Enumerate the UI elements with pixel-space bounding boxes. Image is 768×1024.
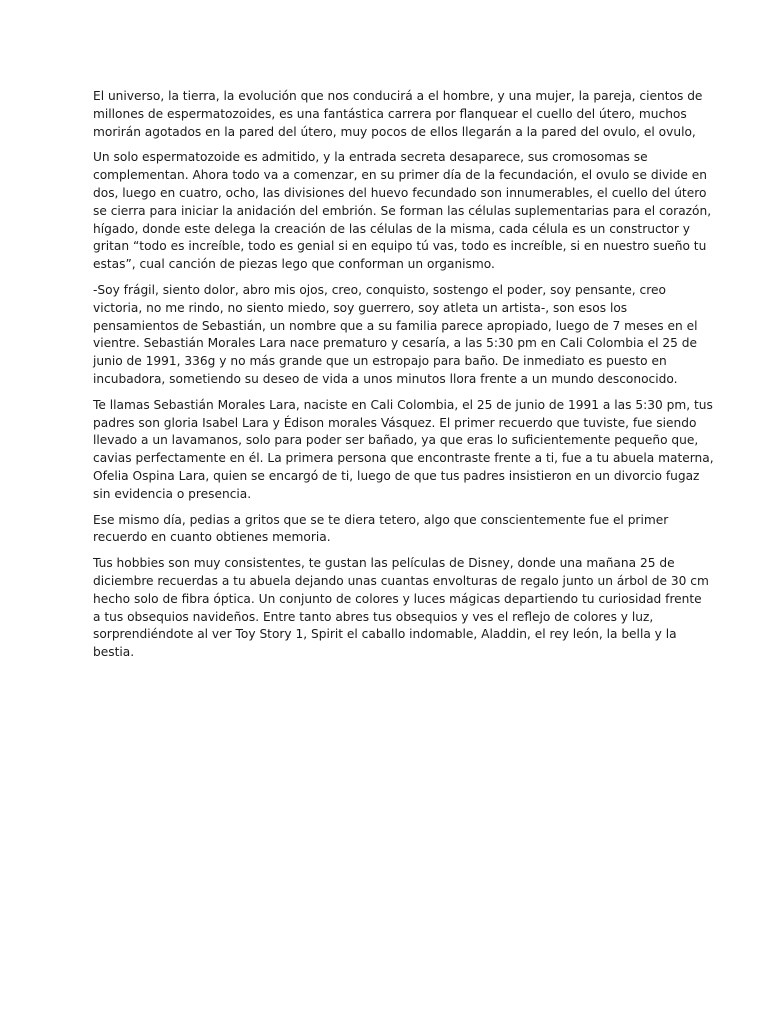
paragraph-line: sin evidencia o presencia.	[93, 486, 252, 501]
paragraph-line: vientre. Sebastián Morales Lara nace prematuro y cesaría, a las 5:30 pm en Cali Colombia el 25 de	[93, 336, 698, 351]
paragraph-line: hecho solo de fibra óptica. Un conjunto de colores y luces mágicas departiendo tu curiosidad frente	[93, 591, 702, 606]
paragraph-line: llevado a un lavamanos, solo para poder ser bañado, ya que eras lo suficientemente pequeño que,	[93, 433, 699, 448]
paragraph-4	[93, 397, 714, 504]
paragraph-line: victoria, no me rindo, no siento miedo, soy guerrero, soy atleta un artista-, son esos los	[93, 300, 628, 315]
paragraph-line: hígado, donde este delega la creación de las células de la misma, cada célula es un constructor y	[93, 221, 690, 236]
paragraph-line: a tus obsequios navideños. Entre tanto abres tus obsequios y ves el reflejo de colores y luz,	[93, 609, 654, 624]
paragraph-line: sorprendiéndote al ver Toy Story 1, Spirit el caballo indomable, Aladdin, el rey león, la bella y la	[93, 627, 677, 642]
paragraph-line: Ese mismo día, pedias a gritos que se te diera tetero, algo que conscientemente fue el primer	[93, 512, 669, 527]
paragraph-line: gritan “todo es increíble, todo es genial si en equipo tú vas, todo es increíble, si en nuestro sueño tu	[93, 239, 707, 254]
paragraph-6	[93, 555, 709, 662]
paragraph-line: incubadora, sometiendo su deseo de vida a unos minutos llora frente a un mundo desconocido.	[93, 371, 678, 386]
paragraph-1	[93, 88, 703, 141]
paragraph-3	[93, 282, 698, 389]
paragraph-line: Tus hobbies son muy consistentes, te gustan las películas de Disney, donde una mañana 25 de	[93, 556, 675, 571]
paragraph-line: pensamientos de Sebastián, un nombre que a su familia parece apropiado, luego de 7 meses en el	[93, 318, 698, 333]
paragraph-line: morirán agotados en la pared del útero, muy pocos de ellos llegarán a la pared del ovulo, el ovulo,	[93, 124, 696, 139]
paragraph-line: bestia.	[93, 645, 135, 660]
paragraph-line: dos, luego en cuatro, ocho, las divisiones del huevo fecundado son innumerables, el cuello del útero	[93, 185, 707, 200]
paragraph-line: se cierra para iniciar la anidación del embrión. Se forman las células suplementarias para el corazón,	[93, 203, 712, 218]
paragraph-line: junio de 1991, 336g y no más grande que un estropajo para baño. De inmediato es puesto en	[93, 354, 667, 369]
paragraph-line: El universo, la tierra, la evolución que nos conducirá a el hombre, y una mujer, la pareja, cientos de	[93, 89, 703, 103]
paragraph-line: recuerdo en cuanto obtienes memoria.	[93, 530, 331, 545]
document-body	[93, 88, 714, 670]
paragraph-line: cavias perfectamente en él. La primera persona que encontraste frente a ti, fue a tu abuela materna,	[93, 451, 714, 466]
paragraph-line: Un solo espermatozoide es admitido, y la entrada secreta desaparece, sus cromosomas se	[93, 150, 648, 165]
paragraph-line: millones de espermatozoides, es una fantástica carrera por flanquear el cuello del útero, muchos	[93, 106, 687, 121]
paragraph-line: complementan. Ahora todo va a comenzar, en su primer día de la fecundación, el ovulo se divide en	[93, 168, 707, 183]
paragraph-line: diciembre recuerdas a tu abuela dejando unas cuantas envolturas de regalo junto un árbol de 30 cm	[93, 573, 709, 588]
paragraph-line: padres son gloria Isabel Lara y Édison morales Vásquez. El primer recuerdo que tuviste, fue siendo	[93, 415, 697, 430]
paragraph-2	[93, 149, 712, 274]
paragraph-line: Te llamas Sebastián Morales Lara, naciste en Cali Colombia, el 25 de junio de 1991 a las 5:30 pm, tus	[93, 397, 713, 412]
paragraph-line: -Soy frágil, siento dolor, abro mis ojos, creo, conquisto, sostengo el poder, soy pensante, creo	[93, 282, 666, 297]
paragraph-5	[93, 512, 678, 548]
paragraph-line: estas”, cual canción de piezas lego que conforman un organismo.	[93, 257, 495, 272]
paragraph-line: Ofelia Ospina Lara, quien se encargó de ti, luego de que tus padres insistieron en un divorcio fugaz	[93, 468, 700, 483]
